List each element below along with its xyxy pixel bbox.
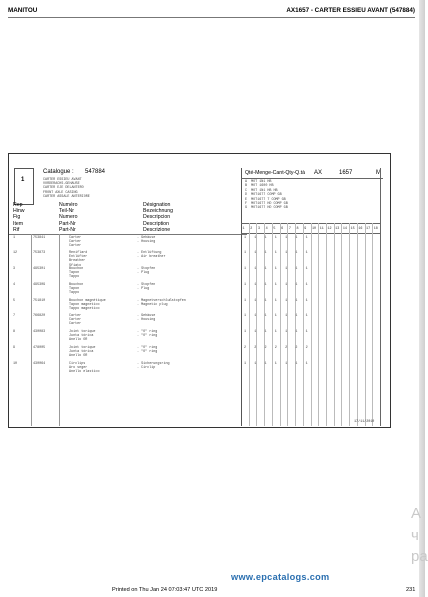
row-designation-alt: - Magnetverschlußstopfen xyxy=(137,299,186,303)
qty-column-number: 15 xyxy=(350,226,355,231)
row-designation-alt: - Air breather xyxy=(137,255,166,260)
desc-line: CARTER ESSIEU AVANT xyxy=(43,178,82,182)
side-watermark-char: ч xyxy=(411,527,419,544)
row-designation-alt: - "O" ring xyxy=(137,350,158,355)
qty-header-rule xyxy=(241,178,383,179)
row-designation: Junta tórica xyxy=(69,334,94,339)
qty-column-number: 11 xyxy=(319,226,324,231)
row-quantities: 2 2 2 2 2 2 2 xyxy=(244,346,311,350)
qty-grid-line xyxy=(341,223,342,426)
desc-line: CARTER ASSALE ANTERIORE xyxy=(43,194,90,199)
row-rep: 9 xyxy=(13,346,16,350)
row-designation: Anello OR xyxy=(69,354,88,359)
row-designation: Sfiato xyxy=(69,263,82,268)
qty-column-number: 5 xyxy=(273,226,276,231)
qty-column-number: 18 xyxy=(373,226,378,231)
row-designation: Carter xyxy=(69,240,82,245)
row-designation: Tapon magnetico xyxy=(69,303,100,308)
qty-grid-line xyxy=(349,223,350,426)
qty-grid-line xyxy=(357,223,358,426)
page-title: AX1657 - CARTER ESSIEU AVANT (547884) xyxy=(286,7,415,14)
row-designation-alt: - Stopfen xyxy=(137,283,156,287)
row-rep: 12 xyxy=(13,251,18,255)
label-designation: Désignation xyxy=(143,202,171,208)
row-designation: Reniflard xyxy=(69,251,88,255)
label-rep: Rep xyxy=(13,202,23,208)
label-rep: Fig xyxy=(13,214,21,221)
row-designation: Junta tórica xyxy=(69,350,94,355)
qty-grid-line xyxy=(318,223,319,426)
row-designation-alt: - Circlip xyxy=(137,366,156,371)
row-designation: Tapon xyxy=(69,287,80,292)
desc-line: FRONT AXLE CASING xyxy=(43,190,78,195)
row-rep: 7 xyxy=(13,314,16,318)
brand-label: MANITOU xyxy=(8,7,38,14)
qty-column-number: 17 xyxy=(366,226,371,231)
row-designation: Bouchon xyxy=(69,283,84,287)
row-quantities: 1 1 1 1 1 1 1 xyxy=(244,236,311,240)
row-quantities: 1 1 1 1 1 1 1 xyxy=(244,299,311,303)
right-divider xyxy=(380,168,381,426)
desc-line: VORDERACHS-GEHAUSE xyxy=(43,182,80,187)
desc-line: CARTER EJE DELANTERO xyxy=(43,186,84,191)
side-watermark-char: A xyxy=(411,505,422,522)
row-part-number: 478005 xyxy=(33,346,46,350)
row-designation: Tappo magnetico xyxy=(69,307,100,312)
row-designation: Carter xyxy=(69,322,82,327)
catalogue-label: Catalogue : xyxy=(43,169,74,175)
header-rule xyxy=(8,17,415,18)
catalogue-sheet xyxy=(8,153,391,428)
label-rep: Item xyxy=(13,220,24,227)
row-quantities: 1 1 1 1 1 1 1 xyxy=(244,362,311,366)
row-part-number: 495309 xyxy=(33,283,46,287)
row-designation-alt: - "O" ring xyxy=(137,346,158,350)
row-designation: Carter xyxy=(69,236,82,240)
row-rep: 8 xyxy=(13,330,16,334)
page-number: 231 xyxy=(406,587,416,593)
sub-assembly-item: A MOT 1N1 HB xyxy=(245,180,272,184)
row-part-number: 430083 xyxy=(33,330,46,334)
row-designation: Entlüfter xyxy=(69,255,88,260)
label-rep: Rif xyxy=(13,226,20,233)
ax-label: AX xyxy=(314,170,323,176)
row-part-number: 751810 xyxy=(33,299,46,303)
qty-column-number: 3 xyxy=(257,226,260,231)
row-designation-alt: - Magnetic plug xyxy=(137,303,168,308)
row-designation: Tappo xyxy=(69,275,80,280)
m-label: M xyxy=(376,170,381,176)
printed-on: Printed on Thu Jan 24 07:03:47 UTC 2019 xyxy=(112,587,218,593)
part-description-block xyxy=(43,178,90,199)
row-designation-alt: - Gehäuse xyxy=(137,314,156,318)
label-designation: Descrizione xyxy=(143,226,171,233)
qty-divider xyxy=(241,168,242,426)
sub-assembly-item: F MOT1677 HD COMP GB xyxy=(245,202,288,207)
row-designation: Carter xyxy=(69,314,82,318)
row-designation-alt: - Plug xyxy=(137,271,150,276)
sub-assembly-list xyxy=(245,180,288,211)
qty-column-number: 1 xyxy=(242,226,245,231)
row-quantities: 1 1 1 1 1 1 1 xyxy=(244,314,311,318)
row-quantities: 1 1 1 1 1 1 1 xyxy=(244,330,311,334)
label-designation: Bezeichnung xyxy=(143,208,173,215)
row-quantities: 1 1 1 1 1 1 1 xyxy=(244,267,311,271)
row-rep: 1 xyxy=(13,236,16,240)
row-part-number: 495301 xyxy=(33,267,46,271)
qty-column-number: 6 xyxy=(281,226,284,231)
column-labels xyxy=(13,202,241,233)
row-designation-alt: - Stopfen xyxy=(137,267,156,271)
index-number: 1 xyxy=(21,177,25,183)
label-number: Part-Nr xyxy=(59,226,76,233)
row-designation-alt: - Plug xyxy=(137,287,150,292)
row-designation-alt: - Sicherungsring xyxy=(137,362,170,366)
qty-column-number: 16 xyxy=(358,226,363,231)
row-designation: Bouchon xyxy=(69,267,84,271)
qty-grid-line xyxy=(365,223,366,426)
row-designation-alt: - Housing xyxy=(137,318,156,323)
row-designation-alt: - "O" ring xyxy=(137,330,158,334)
row-rep: 3 xyxy=(13,267,16,271)
site-watermark: www.epcatalogs.com xyxy=(231,572,330,582)
label-number: Teil-Nr xyxy=(59,208,74,215)
row-designation: Breather xyxy=(69,259,86,264)
qty-column-number: 2 xyxy=(250,226,253,231)
sub-assembly-item: G MOT1677 HD COMP GB xyxy=(245,206,288,211)
qty-column-number: 7 xyxy=(288,226,291,231)
row-quantities: 1 1 1 1 1 1 1 xyxy=(244,283,311,287)
row-part-number: 430064 xyxy=(33,362,46,366)
date-stamp: 17/11/2010 xyxy=(354,420,375,424)
label-rep: Hinw xyxy=(13,208,25,215)
row-designation: Carter xyxy=(69,318,82,323)
ax-number: 1657 xyxy=(339,170,353,176)
row-designation-alt: - Entlüftung xyxy=(137,251,162,255)
sub-assembly-item: C MOT 1N1 HB HB xyxy=(245,188,278,193)
qty-column-number: 9 xyxy=(304,226,307,231)
row-designation-alt: - Gehäuse xyxy=(137,236,156,240)
label-number: Part-Nr xyxy=(59,220,76,227)
sub-assembly-item: D MOT1677 COMP GB xyxy=(245,193,282,198)
index-box xyxy=(14,168,34,205)
row-designation-alt: - "O" ring xyxy=(137,334,158,339)
row-designation: Tapon xyxy=(69,271,80,276)
row-designation: Carter xyxy=(69,244,82,249)
label-designation: Descripcion xyxy=(143,214,171,221)
row-designation: Bouchon magnétique xyxy=(69,299,106,303)
label-row xyxy=(13,227,241,233)
header-divider xyxy=(9,234,247,235)
qty-column-number: 12 xyxy=(327,226,332,231)
row-rep: 10 xyxy=(13,362,18,366)
row-rep: 4 xyxy=(13,283,16,287)
row-designation: Anello OR xyxy=(69,338,88,343)
row-rep: 5 xyxy=(13,299,16,303)
qty-grid-line xyxy=(372,223,373,426)
qty-header: Qté-Menge-Cant-Qty-Q.tà xyxy=(245,170,305,176)
row-designation: Circlips xyxy=(69,362,86,366)
row-designation: Tappo xyxy=(69,291,80,296)
row-designation: Anello elastico xyxy=(69,370,100,375)
col-divider xyxy=(59,234,60,426)
row-quantities: 1 1 1 1 1 1 1 xyxy=(244,251,311,255)
row-part-number: 753841 xyxy=(33,236,46,240)
qty-column-number: 10 xyxy=(312,226,317,231)
sub-assembly-item: B MOT 1600 HB xyxy=(245,184,274,189)
qty-column-number: 14 xyxy=(342,226,347,231)
label-number: Numéro xyxy=(59,202,78,208)
col-divider xyxy=(31,234,32,426)
side-watermark-char: ра xyxy=(411,548,428,565)
qty-column-number: 13 xyxy=(335,226,340,231)
row-designation: Aro seger xyxy=(69,366,88,371)
qty-grid-line xyxy=(334,223,335,426)
sub-assembly-item: E MOT1677 T COMP GB xyxy=(245,197,286,202)
row-designation: Joint torique xyxy=(69,330,96,334)
qty-column-number: 8 xyxy=(296,226,299,231)
label-number: Numero xyxy=(59,214,78,221)
catalogue-number: 547884 xyxy=(85,169,106,175)
row-designation: Joint torique xyxy=(69,346,96,350)
label-designation: Description xyxy=(143,220,169,227)
qty-grid-line xyxy=(326,223,327,426)
row-part-number: 753873 xyxy=(33,251,46,255)
qty-column-number: 4 xyxy=(265,226,268,231)
row-designation-alt: - Housing xyxy=(137,240,156,245)
row-part-number: 766820 xyxy=(33,314,46,318)
